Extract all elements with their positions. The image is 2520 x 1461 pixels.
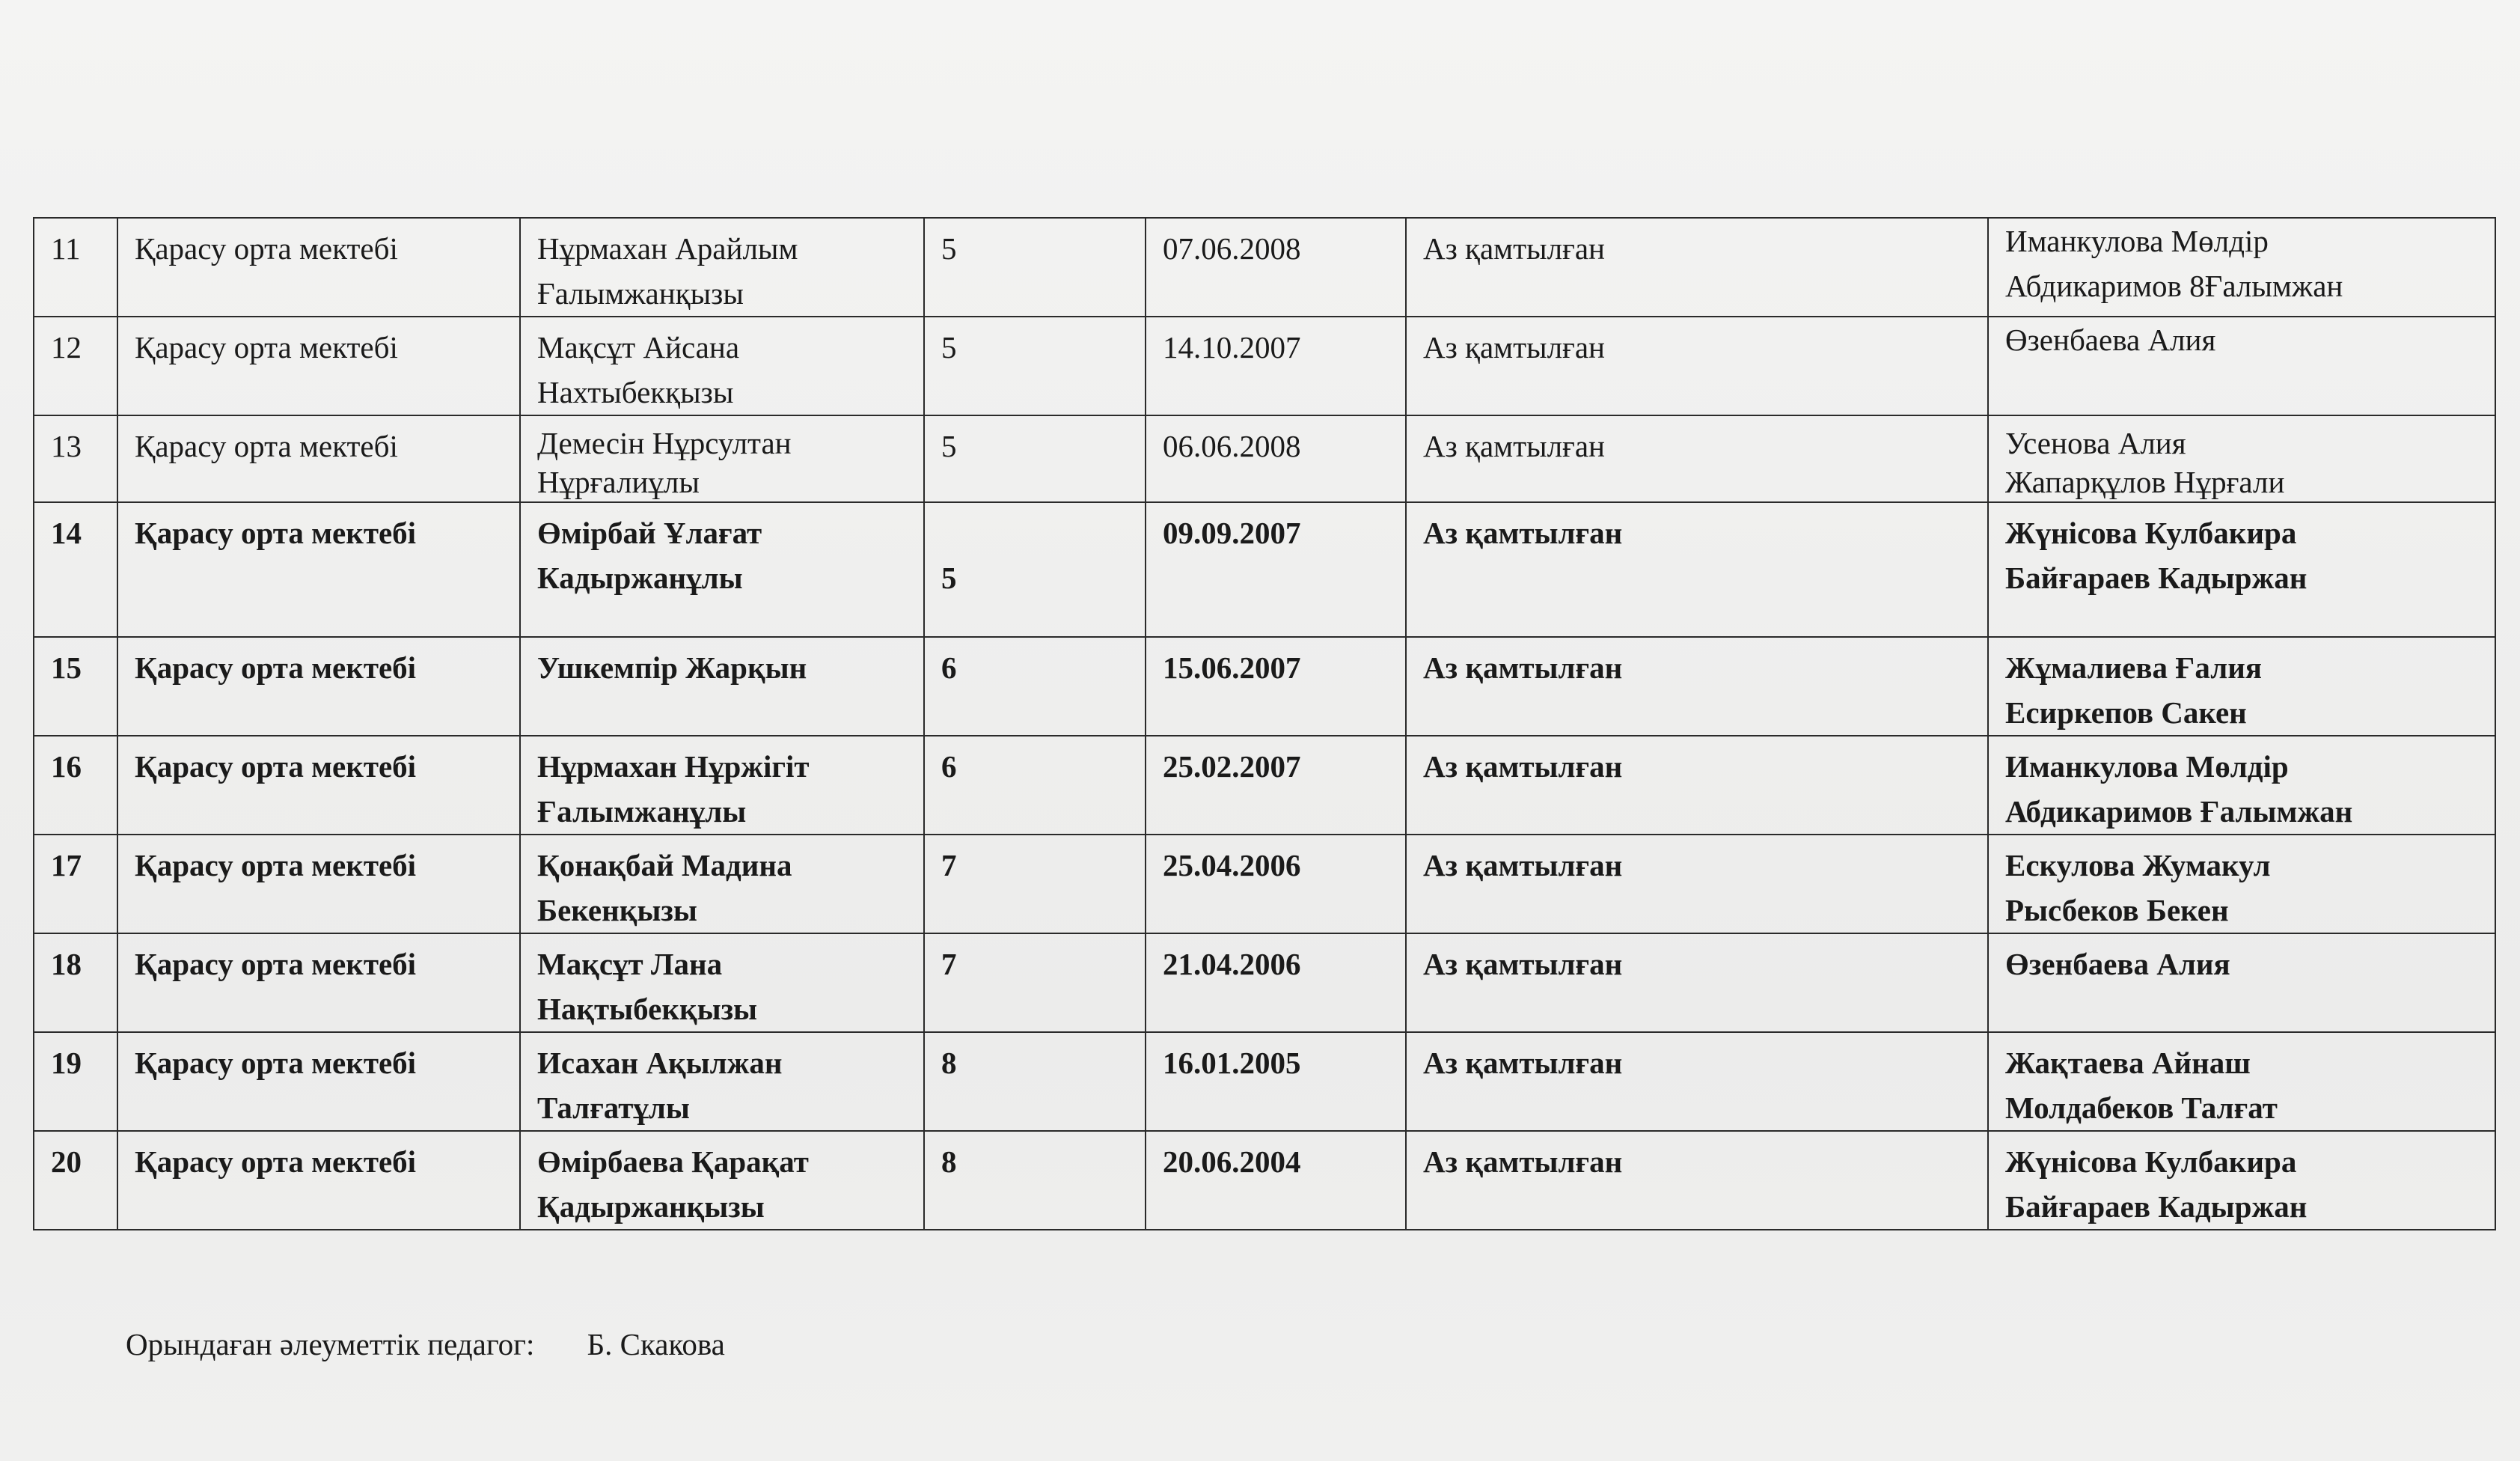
grade-cell: 8 [924, 1032, 1146, 1131]
student-name-cell: Ушкемпір Жарқын [520, 637, 924, 736]
student-name-cell: Нұрмахан Арайлым Ғалымжанқызы [520, 218, 924, 317]
row-number: 19 [34, 1032, 117, 1131]
parents-cell: Өзенбаева Алия [1988, 933, 2495, 1032]
row-number: 12 [34, 317, 117, 415]
status-cell: Аз қамтылған [1406, 502, 1988, 637]
status-cell: Аз қамтылған [1406, 1032, 1988, 1131]
school-cell: Қарасу орта мектебі [117, 835, 520, 933]
student-name-cell: Қонақбай Мадина Бекенқызы [520, 835, 924, 933]
birth-date-cell: 25.04.2006 [1146, 835, 1406, 933]
row-number: 16 [34, 736, 117, 835]
status-cell: Аз қамтылған [1406, 218, 1988, 317]
birth-date-cell: 09.09.2007 [1146, 502, 1406, 637]
school-cell: Қарасу орта мектебі [117, 415, 520, 502]
grade-cell: 8 [924, 1131, 1146, 1230]
row-number: 13 [34, 415, 117, 502]
grade-cell: 6 [924, 736, 1146, 835]
signature-label: Орындаған әлеуметтік педагог: [126, 1327, 535, 1361]
parents-cell: Жүнісова Кулбакира Байғараев Кадыржан [1988, 1131, 2495, 1230]
parents-cell: Ескулова Жумакул Рысбеков Бекен [1988, 835, 2495, 933]
birth-date-cell: 07.06.2008 [1146, 218, 1406, 317]
signer-name: Б. Скакова [587, 1327, 725, 1361]
birth-date-cell: 25.02.2007 [1146, 736, 1406, 835]
parents-cell: Жұмалиева Ғалия Есиркепов Сакен [1988, 637, 2495, 736]
birth-date-cell: 14.10.2007 [1146, 317, 1406, 415]
student-name-cell: Өмірбай Ұлағат Кадыржанұлы [520, 502, 924, 637]
status-cell: Аз қамтылған [1406, 317, 1988, 415]
parents-cell: Өзенбаева Алия [1988, 317, 2495, 415]
row-number: 20 [34, 1131, 117, 1230]
student-name-cell: Мақсұт Айсана Нахтыбекқызы [520, 317, 924, 415]
grade-cell: 6 [924, 637, 1146, 736]
grade-cell: 7 [924, 835, 1146, 933]
birth-date-cell: 15.06.2007 [1146, 637, 1406, 736]
birth-date-cell: 20.06.2004 [1146, 1131, 1406, 1230]
student-table [33, 217, 2496, 1230]
status-cell: Аз қамтылған [1406, 736, 1988, 835]
school-cell: Қарасу орта мектебі [117, 637, 520, 736]
school-cell: Қарасу орта мектебі [117, 1131, 520, 1230]
parents-cell: Жүнісова Кулбакира Байғараев Кадыржан [1988, 502, 2495, 637]
birth-date-cell: 16.01.2005 [1146, 1032, 1406, 1131]
school-cell: Қарасу орта мектебі [117, 933, 520, 1032]
student-name-cell: Мақсұт Лана Нақтыбекқызы [520, 933, 924, 1032]
grade-cell: 5 [924, 502, 1146, 637]
table-row [34, 502, 2495, 637]
row-number: 15 [34, 637, 117, 736]
table-row [34, 415, 2495, 502]
birth-date-cell: 21.04.2006 [1146, 933, 1406, 1032]
table-row [34, 1032, 2495, 1131]
grade-cell: 7 [924, 933, 1146, 1032]
table-row [34, 736, 2495, 835]
student-name-cell: Исахан Ақылжан Талғатұлы [520, 1032, 924, 1131]
status-cell: Аз қамтылған [1406, 1131, 1988, 1230]
grade-cell: 5 [924, 317, 1146, 415]
table-row [34, 218, 2495, 317]
parents-cell: Жақтаева Айнаш Молдабеков Талғат [1988, 1032, 2495, 1131]
parents-cell: Иманкулова Мөлдір Абдикаримов 8Ғалымжан [1988, 218, 2495, 317]
school-cell: Қарасу орта мектебі [117, 736, 520, 835]
student-name-cell: Демесін Нұрсултан Нұрғалиұлы [520, 415, 924, 502]
signature-line [126, 1326, 725, 1362]
table-row [34, 317, 2495, 415]
student-name-cell: Нұрмахан Нұржігіт Ғалымжанұлы [520, 736, 924, 835]
school-cell: Қарасу орта мектебі [117, 1032, 520, 1131]
status-cell: Аз қамтылған [1406, 637, 1988, 736]
status-cell: Аз қамтылған [1406, 835, 1988, 933]
parents-cell: Иманкулова Мөлдір Абдикаримов Ғалымжан [1988, 736, 2495, 835]
row-number: 14 [34, 502, 117, 637]
row-number: 17 [34, 835, 117, 933]
school-cell: Қарасу орта мектебі [117, 218, 520, 317]
row-number: 11 [34, 218, 117, 317]
table-row [34, 835, 2495, 933]
table-row [34, 637, 2495, 736]
status-cell: Аз қамтылған [1406, 415, 1988, 502]
parents-cell: Усенова Алия Жапарқұлов Нұрғали [1988, 415, 2495, 502]
school-cell: Қарасу орта мектебі [117, 502, 520, 637]
school-cell: Қарасу орта мектебі [117, 317, 520, 415]
row-number: 18 [34, 933, 117, 1032]
grade-cell: 5 [924, 218, 1146, 317]
status-cell: Аз қамтылған [1406, 933, 1988, 1032]
student-name-cell: Өмірбаева Қарақат Қадыржанқызы [520, 1131, 924, 1230]
table-row [34, 1131, 2495, 1230]
birth-date-cell: 06.06.2008 [1146, 415, 1406, 502]
table-row [34, 933, 2495, 1032]
grade-cell: 5 [924, 415, 1146, 502]
